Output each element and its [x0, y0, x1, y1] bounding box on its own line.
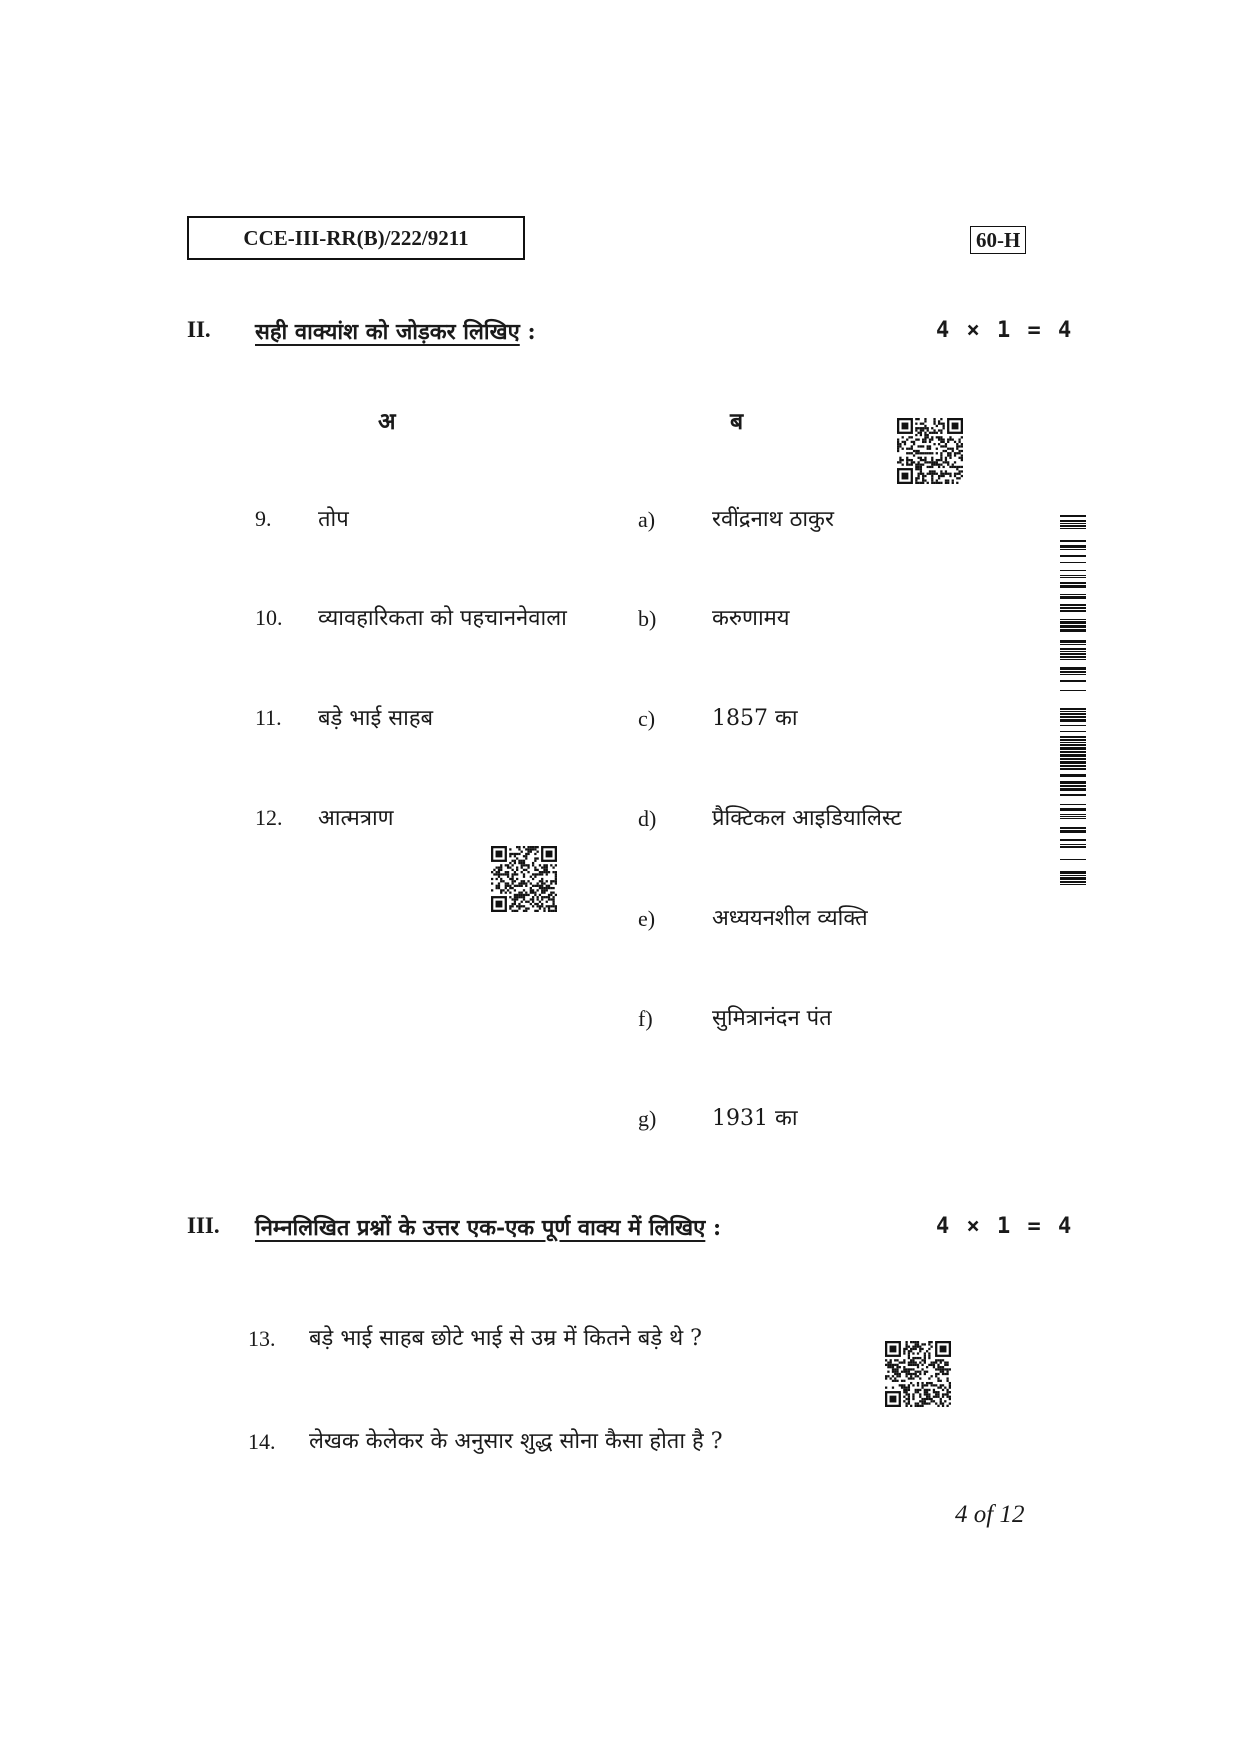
- section-2-title: [255, 316, 536, 346]
- section-2-title-text: सही वाक्यांश को जोड़कर लिखिए: [255, 319, 520, 345]
- option-f-label: f): [638, 1006, 653, 1031]
- column-b-heading: ब: [730, 408, 744, 435]
- item-11-number: 11.: [255, 705, 282, 730]
- option-e-label: e): [638, 906, 656, 931]
- option-d-text: प्रैक्टिकल आइडियालिस्ट: [712, 806, 902, 831]
- option-e-text: अध्ययनशील व्यक्ति: [712, 906, 868, 931]
- paper-code: 60-H: [970, 226, 1026, 254]
- section-3-marks: 4 × 1 = 4: [936, 1214, 1074, 1239]
- section-3-title: [255, 1212, 721, 1242]
- section-3-title-text: निम्नलिखित प्रश्नों के उत्तर एक-एक पूर्ण वाक्य में लिखिए: [255, 1215, 706, 1241]
- exam-code: CCE-III-RR(B)/222/9211: [187, 216, 525, 260]
- option-b-label: b): [638, 606, 657, 631]
- item-9-text: तोप: [318, 507, 349, 532]
- option-g-label: g): [638, 1106, 657, 1131]
- qr-code-icon: [885, 1341, 951, 1407]
- section-2-marks: 4 × 1 = 4: [936, 318, 1074, 343]
- option-c-label: c): [638, 706, 656, 731]
- option-d-label: d): [638, 806, 657, 831]
- question-14-number: 14.: [248, 1429, 276, 1454]
- page-number: 4 of 12: [955, 1501, 1025, 1528]
- section-2-colon: :: [527, 319, 536, 345]
- option-f-text: सुमित्रानंदन पंत: [712, 1006, 832, 1031]
- qr-code-icon: [897, 418, 963, 484]
- option-g-text: 1931 का: [712, 1106, 798, 1131]
- question-14-text: लेखक केलेकर के अनुसार शुद्ध सोना कैसा होता है ?: [309, 1429, 723, 1454]
- question-13-text: बड़े भाई साहब छोटे भाई से उम्र में कितने बड़े थे ?: [309, 1326, 702, 1351]
- option-c-text: 1857 का: [712, 706, 798, 731]
- item-10-text: व्यावहारिकता को पहचाननेवाला: [318, 606, 567, 631]
- item-11-text: बड़े भाई साहब: [318, 706, 434, 731]
- item-9-number: 9.: [255, 506, 272, 531]
- qr-code-icon: [491, 846, 557, 912]
- question-13-number: 13.: [248, 1326, 276, 1351]
- section-3-number: III.: [187, 1213, 220, 1238]
- section-2-number: II.: [187, 317, 211, 342]
- item-10-number: 10.: [255, 605, 283, 630]
- item-12-text: आत्मत्राण: [318, 806, 394, 831]
- column-a-heading: अ: [378, 408, 396, 435]
- option-b-text: करुणामय: [712, 606, 790, 631]
- barcode-icon: [1060, 515, 1086, 885]
- option-a-label: a): [638, 507, 656, 532]
- option-a-text: रवींद्रनाथ ठाकुर: [712, 507, 834, 532]
- section-3-colon: :: [713, 1215, 722, 1241]
- item-12-number: 12.: [255, 805, 283, 830]
